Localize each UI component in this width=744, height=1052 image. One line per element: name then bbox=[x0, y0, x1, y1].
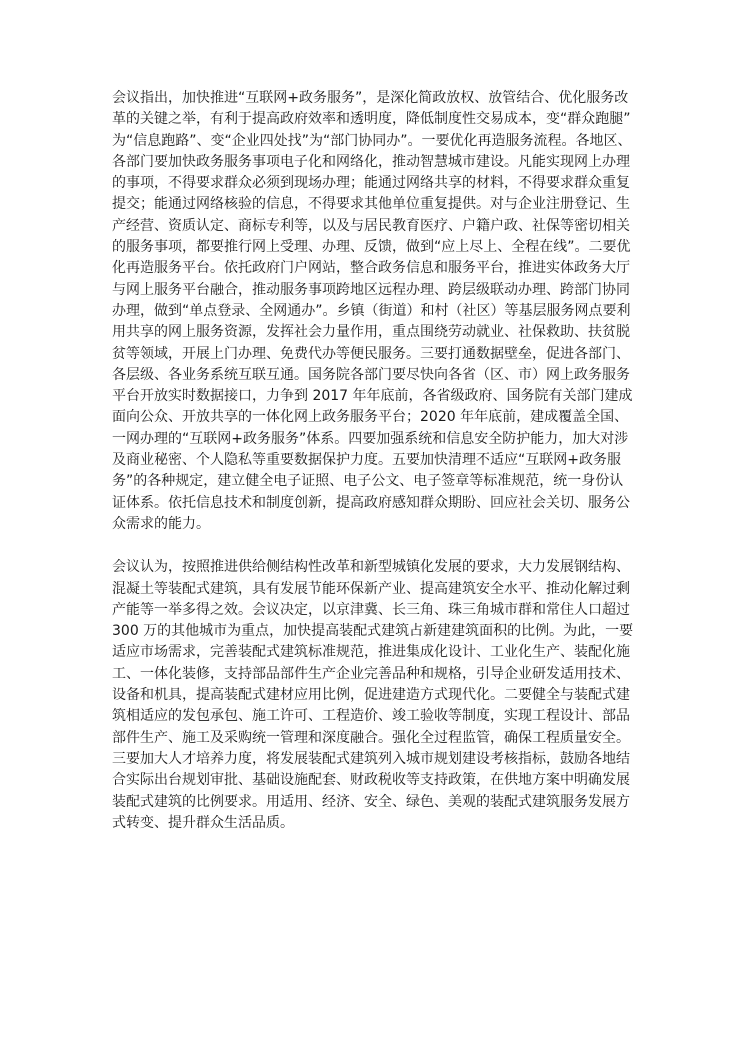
document-body bbox=[112, 88, 634, 834]
paragraph-internet-plus-government-services: 会议指出，加快推进“互联网+政务服务”，是深化简政放权、放管结合、优化服务改革的关键之举，有利于提高政府效率和透明度，降低制度性交易成本，变“群众跑腿”为“信息跑路”、变“企业四处找”为“部门协同办”。一要优化再造服务流程。各地区、各部门要加快政务服务事项电子化和网络化，推动智慧城市建设。凡能实现网上办理的事项，不得要求群众必须到现场办理；能通过网络共享的材料，不得要求群众重复提交；能通过网络核验的信息，不得要求其他单位重复提供。对与企业注册登记、生产经营、资质认定、商标专利等，以及与居民教育医疗、户籍户政、社保等密切相关的服务事项，都要推行网上受理、办理、反馈，做到“应上尽上、全程在线”。二要优化再造服务平台。依托政府门户网站，整合政务信息和服务平台，推进实体政务大厅与网上服务平台融合，推动服务事项跨地区远程办理、跨层级联动办理、跨部门协同办理，做到“单点登录、全网通办”。乡镇（街道）和村（社区）等基层服务网点要利用共享的网上服务资源，发挥社会力量作用，重点围绕劳动就业、社保救助、扶贫脱贫等领域，开展上门办理、免费代办等便民服务。三要打通数据壁垒，促进各部门、各层级、各业务系统互联互通。国务院各部门要尽快向各省（区、市）网上政务服务平台开放实时数据接口，力争到 2017 年年底前，各省级政府、国务院有关部门建成面向公众、开放共享的一体化网上政务服务平台；2020 年年底前，建成覆盖全国、一网办理的“互联网+政务服务”体系。四要加强系统和信息安全防护能力，加大对涉及商业秘密、个人隐私等重要数据保护力度。五要加快清理不适应“互联网+政务服务”的各种规定，建立健全电子证照、电子公文、电子签章等标准规范，统一身份认证体系。依托信息技术和制度创新，提高政府感知群众期盼、回应社会关切、服务公众需求的能力。 bbox=[112, 90, 633, 532]
paragraph-prefabricated-buildings: 会议认为，按照推进供给侧结构性改革和新型城镇化发展的要求，大力发展钢结构、混凝土等装配式建筑，具有发展节能环保新产业、提高建筑安全水平、推动化解过剩产能等一举多得之效。会议决定，以京津冀、长三角、珠三角城市群和常住人口超过 300 万的其他城市为重点，加快提高装配式建筑占新建建筑面积的比例。为此，一要适应市场需求，完善装配式建筑标准规范，推进集成化设计、工业化生产、装配化施工、一体化装修，支持部品部件生产企业完善品种和规格，引导企业研发适用技术、设备和机具，提高装配式建材应用比例，促进建造方式现代化。二要健全与装配式建筑相适应的发包承包、施工许可、工程造价、竣工验收等制度，实现工程设计、部品部件生产、施工及采购统一管理和深度融合。强化全过程监管，确保工程质量安全。三要加大人才培养力度，将发展装配式建筑列入城市规划建设考核指标，鼓励各地结合实际出台规划审批、基础设施配套、财政税收等支持政策，在供地方案中明确发展装配式建筑的比例要求。用适用、经济、安全、绿色、美观的装配式建筑服务发展方式转变、提升群众生活品质。 bbox=[112, 559, 634, 831]
